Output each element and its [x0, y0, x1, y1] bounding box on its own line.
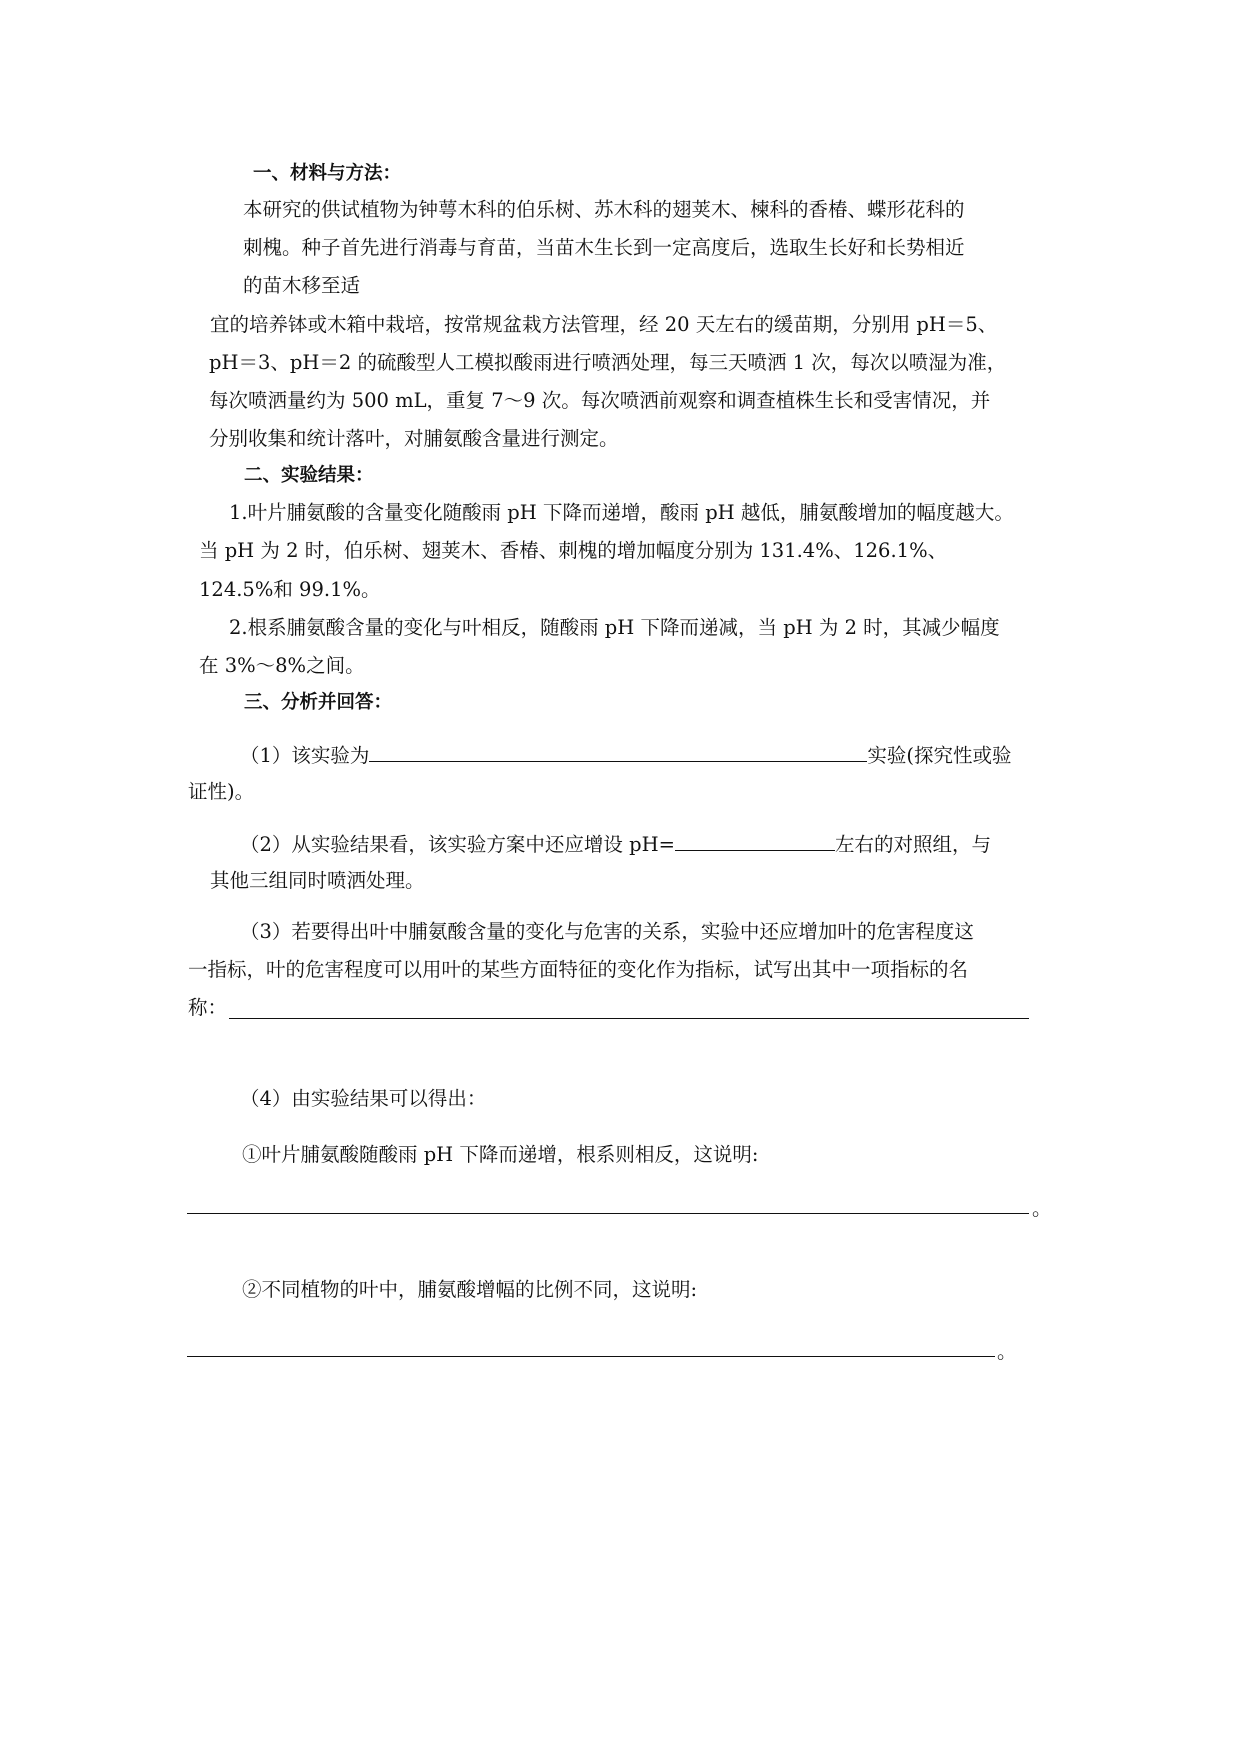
question-2-answer-blank[interactable]: [675, 830, 835, 851]
section1-line-4: 宜的培养钵或木箱中栽培，按常规盆栽方法管理，经 20 天左右的缓苗期，分别用 pH＝5、: [210, 313, 998, 336]
section2-line-2: 当 pH 为 2 时，伯乐树、翅荚木、香椿、刺槐的增加幅度分别为 131.4%、126.1%、: [199, 539, 948, 562]
question-4-item-2-end: 。: [997, 1340, 1017, 1363]
question-4-item-1-answer-blank[interactable]: [187, 1213, 1029, 1214]
question-1-answer-blank[interactable]: [369, 741, 867, 762]
section1-line-7: 分别收集和统计落叶，对脯氨酸含量进行测定。: [209, 427, 619, 450]
question-4-item-1-end: 。: [1032, 1197, 1052, 1220]
section1-line-3: 的苗木移至适: [243, 274, 361, 297]
section2-line-3: 124.5%和 99.1%。: [199, 578, 381, 601]
question-3-line-2: 一指标，叶的危害程度可以用叶的某些方面特征的变化作为指标，试写出其中一项指标的名: [188, 958, 969, 981]
section2-line-5: 在 3%～8%之间。: [199, 654, 365, 677]
question-4-item-1: ①叶片脯氨酸随酸雨 pH 下降而递增，根系则相反，这说明:: [242, 1143, 759, 1166]
question-2-prefix: （2）从实验结果看，该实验方案中还应增设 pH=: [240, 833, 675, 856]
section1-line-1: 本研究的供试植物为钟萼木科的伯乐树、苏木科的翅荚木、楝科的香椿、蝶形花科的: [243, 198, 965, 221]
question-2-suffix: 左右的对照组，与: [834, 833, 991, 856]
section2-line-1: 1.叶片脯氨酸的含量变化随酸雨 pH 下降而递增，酸雨 pH 越低，脯氨酸增加的幅度越大。: [229, 501, 1014, 524]
question-2: [240, 830, 991, 858]
question-4-item-2: ②不同植物的叶中，脯氨酸增幅的比例不同，这说明:: [242, 1278, 698, 1301]
question-1: [240, 741, 1012, 769]
question-3-line-3: 称：: [188, 996, 228, 1019]
section1-line-2: 刺槐。种子首先进行消毒与育苗，当苗木生长到一定高度后，选取生长好和长势相近: [243, 236, 965, 259]
question-4-item-2-answer-blank[interactable]: [187, 1356, 995, 1357]
section2-line-4: 2.根系脯氨酸含量的变化与叶相反，随酸雨 pH 下降而递减，当 pH 为 2 时，其减少幅度: [229, 616, 1000, 639]
question-1-prefix: （1）该实验为: [240, 744, 370, 767]
question-4-intro: （4）由实验结果可以得出：: [240, 1087, 487, 1110]
question-3-line-1: （3）若要得出叶中脯氨酸含量的变化与危害的关系，实验中还应增加叶的危害程度这: [240, 920, 974, 943]
question-1-continuation: 证性)。: [188, 780, 255, 803]
section2-heading: 二、实验结果：: [244, 465, 374, 486]
section1-heading: 一、材料与方法：: [253, 163, 402, 184]
question-1-suffix: 实验(探究性或验: [867, 744, 1012, 767]
section3-heading: 三、分析并回答：: [244, 692, 393, 713]
section1-line-5: pH＝3、pH＝2 的硫酸型人工模拟酸雨进行喷洒处理，每三天喷洒 1 次，每次以喷湿为准，: [209, 351, 1007, 374]
section1-line-6: 每次喷洒量约为 500 mL，重复 7～9 次。每次喷洒前观察和调查植株生长和受害情况，并: [209, 389, 991, 412]
question-3-answer-blank[interactable]: [229, 1018, 1029, 1019]
question-2-continuation: 其他三组同时喷洒处理。: [210, 869, 425, 892]
